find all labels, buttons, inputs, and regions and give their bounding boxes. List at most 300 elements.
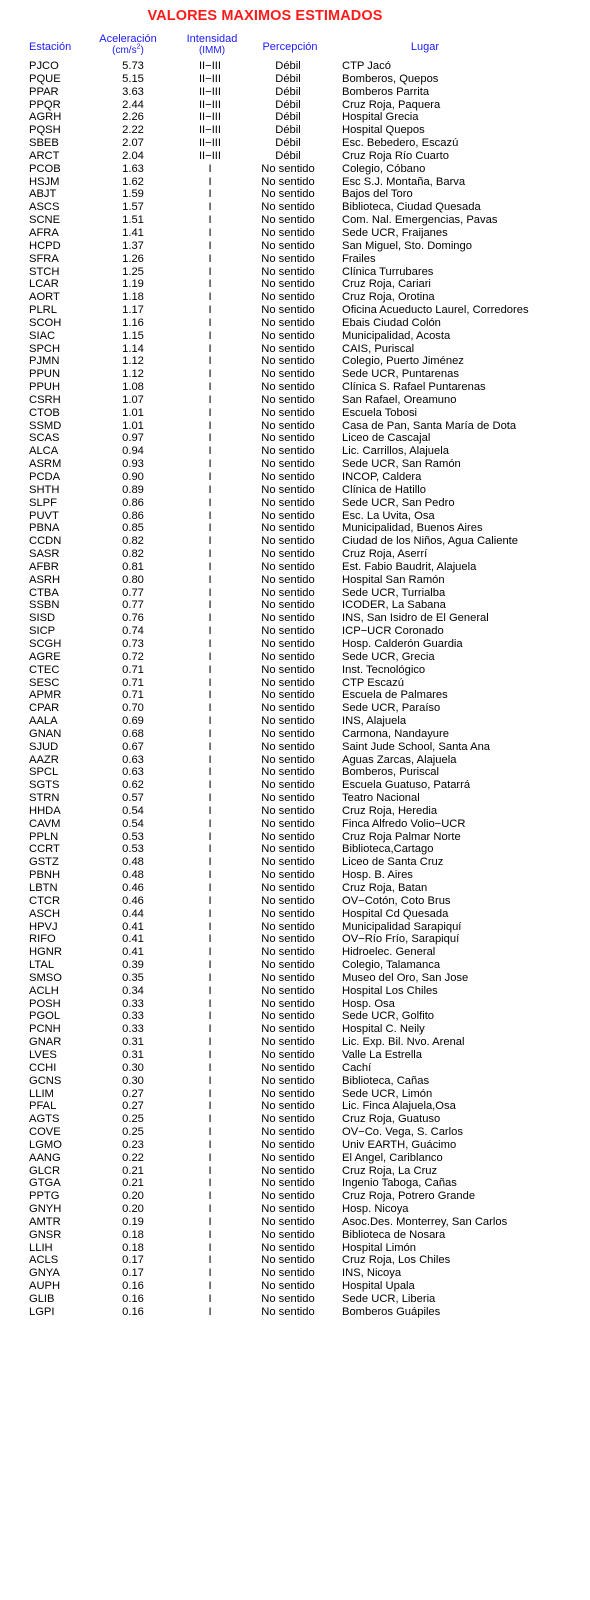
place-name: Asoc.Des. Monterrey, San Carlos <box>342 1215 508 1228</box>
station-code: SPCH <box>29 342 61 355</box>
station-code: COVE <box>29 1126 61 1139</box>
place-name: Inst. Tecnológico <box>342 663 426 676</box>
intensity-value: I <box>208 1061 212 1074</box>
acceleration-value: 0.62 <box>122 779 144 792</box>
intensity-value: I <box>208 1267 212 1280</box>
acceleration-value: 1.19 <box>122 278 144 291</box>
table-row <box>0 1036 590 1049</box>
table-row <box>0 574 590 587</box>
intensity-value: I <box>208 278 212 291</box>
perception-value: Débil <box>275 111 301 124</box>
intensity-value: I <box>208 715 212 728</box>
station-code: GNSR <box>29 1228 62 1241</box>
station-code: CTOB <box>29 406 60 419</box>
station-code: PPAR <box>29 85 59 98</box>
table-row <box>0 651 590 664</box>
place-name: OV−Cotón, Coto Brus <box>342 894 451 907</box>
acceleration-value: 1.15 <box>122 329 144 342</box>
acceleration-value: 1.57 <box>122 201 144 214</box>
place-name: Sede UCR, Turrialba <box>342 586 446 599</box>
header-intensity-unit: (IMM) <box>198 45 226 56</box>
acceleration-value: 0.86 <box>122 509 144 522</box>
acceleration-value: 1.25 <box>122 265 144 278</box>
intensity-value: I <box>208 162 212 175</box>
place-name: Lic. Exp. Bil. Nvo. Arenal <box>342 1036 465 1049</box>
place-name: Hospital Quepos <box>342 124 425 137</box>
station-code: PLRL <box>29 304 57 317</box>
acceleration-value: 0.77 <box>122 586 144 599</box>
header-intensity <box>180 34 244 56</box>
perception-value: No sentido <box>261 804 315 817</box>
station-code: PCOB <box>29 162 61 175</box>
table-row <box>0 587 590 600</box>
place-name: Hospital Los Chiles <box>342 984 438 997</box>
perception-value: No sentido <box>261 1023 315 1036</box>
table-row <box>0 702 590 715</box>
place-name: INS, Alajuela <box>342 715 407 728</box>
intensity-value: I <box>208 689 212 702</box>
acceleration-value: 1.17 <box>122 304 144 317</box>
station-code: LCAR <box>29 278 59 291</box>
table-row <box>0 73 590 86</box>
place-name: Sede UCR, Golfito <box>342 1010 435 1023</box>
place-name: ICP−UCR Coronado <box>342 625 444 638</box>
table-row <box>0 471 590 484</box>
table-row <box>0 728 590 741</box>
acceleration-value: 0.54 <box>122 817 144 830</box>
table-row <box>0 317 590 330</box>
table-row <box>0 985 590 998</box>
station-code: SASR <box>29 548 60 561</box>
perception-value: No sentido <box>261 997 315 1010</box>
intensity-value: I <box>208 779 212 792</box>
station-code: CCRT <box>29 843 60 856</box>
perception-value: Débil <box>275 149 301 162</box>
table-row <box>0 1190 590 1203</box>
table-row <box>0 754 590 767</box>
table-row <box>0 240 590 253</box>
place-name: Oficina Acueducto Laurel, Corredores <box>342 304 529 317</box>
station-code: ARCT <box>29 149 60 162</box>
perception-value: No sentido <box>261 959 315 972</box>
intensity-value: I <box>208 792 212 805</box>
header-acceleration-unit <box>88 45 168 56</box>
place-name: Municipalidad, Buenos Aires <box>342 522 483 535</box>
station-code: PBNA <box>29 522 60 535</box>
perception-value: No sentido <box>261 830 315 843</box>
perception-value: No sentido <box>261 1113 315 1126</box>
station-code: PQUE <box>29 72 61 85</box>
table-row <box>0 1139 590 1152</box>
station-code: GNYA <box>29 1267 60 1280</box>
perception-value: No sentido <box>261 1190 315 1203</box>
perception-value: No sentido <box>261 792 315 805</box>
table-row <box>0 1203 590 1216</box>
place-name: Liceo de Santa Cruz <box>342 856 444 869</box>
place-name: Cruz Roja Palmar Norte <box>342 830 461 843</box>
perception-value: No sentido <box>261 869 315 882</box>
station-code: CAVM <box>29 817 61 830</box>
acceleration-value: 0.41 <box>122 933 144 946</box>
intensity-value: I <box>208 1151 212 1164</box>
acceleration-value: 5.15 <box>122 72 144 85</box>
intensity-value: I <box>208 997 212 1010</box>
intensity-value: I <box>208 1305 212 1318</box>
perception-value: No sentido <box>261 740 315 753</box>
perception-value: No sentido <box>261 291 315 304</box>
perception-value: No sentido <box>261 586 315 599</box>
intensity-value: I <box>208 1010 212 1023</box>
table-row <box>0 458 590 471</box>
station-code: HSJM <box>29 175 60 188</box>
acceleration-value: 1.08 <box>122 381 144 394</box>
place-name: Hospital C. Neily <box>342 1023 425 1036</box>
table-row <box>0 677 590 690</box>
perception-value: No sentido <box>261 882 315 894</box>
station-code: HGNR <box>29 946 62 959</box>
perception-value: No sentido <box>261 650 315 663</box>
place-name: Biblioteca, Ciudad Quesada <box>342 201 481 214</box>
place-name: Hospital Grecia <box>342 111 419 124</box>
acceleration-value: 0.30 <box>122 1074 144 1087</box>
place-name: Cruz Roja, Cariari <box>342 278 431 291</box>
intensity-value: I <box>208 471 212 483</box>
perception-value: No sentido <box>261 329 315 342</box>
place-name: Cruz Roja, La Cruz <box>342 1164 438 1177</box>
station-code: CTBA <box>29 586 59 599</box>
perception-value: No sentido <box>261 445 315 458</box>
intensity-value: II−III <box>198 72 222 85</box>
perception-value: No sentido <box>261 663 315 676</box>
station-code: PPTG <box>29 1190 60 1203</box>
station-code: AUPH <box>29 1280 61 1293</box>
intensity-value: II−III <box>198 137 222 150</box>
acceleration-value: 0.35 <box>122 971 144 984</box>
perception-value: No sentido <box>261 676 315 689</box>
acceleration-value: 1.59 <box>122 188 144 201</box>
intensity-value: I <box>208 586 212 599</box>
report-title: VALORES MAXIMOS ESTIMADOS <box>147 8 383 24</box>
table-row <box>0 1049 590 1062</box>
place-name: Carmona, Nandayure <box>342 727 449 740</box>
acceleration-value: 1.14 <box>122 342 144 355</box>
acceleration-value: 0.33 <box>122 997 144 1010</box>
acceleration-value: 1.01 <box>122 419 144 432</box>
perception-value: No sentido <box>261 175 315 188</box>
place-name: Sede UCR, San Pedro <box>342 496 455 509</box>
station-code: SJUD <box>29 740 59 753</box>
perception-value: Débil <box>275 60 301 72</box>
table-row <box>0 664 590 677</box>
station-code: SFRA <box>29 252 59 265</box>
intensity-value: I <box>208 393 212 406</box>
acceleration-value: 0.19 <box>122 1215 144 1228</box>
table-row <box>0 689 590 702</box>
table-row <box>0 715 590 728</box>
table-row <box>0 368 590 381</box>
place-name: OV−Río Frío, Sarapiquí <box>342 933 460 946</box>
intensity-value: I <box>208 316 212 329</box>
station-code: SIAC <box>29 329 56 342</box>
table-row <box>0 869 590 882</box>
table-row <box>0 445 590 458</box>
place-name: INS, San Isidro de El General <box>342 612 489 625</box>
table-row <box>0 561 590 574</box>
intensity-value: I <box>208 1293 212 1305</box>
table-row <box>0 843 590 856</box>
intensity-value: I <box>208 612 212 625</box>
station-code: LLIH <box>29 1241 53 1254</box>
place-name: Hosp. B. Aires <box>342 869 413 882</box>
perception-value: No sentido <box>261 560 315 573</box>
perception-value: Débil <box>275 85 301 98</box>
acceleration-value: 0.16 <box>122 1293 144 1305</box>
place-name: San Miguel, Sto. Domingo <box>342 239 472 252</box>
table-row <box>0 908 590 921</box>
station-code: CTEC <box>29 663 60 676</box>
perception-value: No sentido <box>261 278 315 291</box>
acceleration-value: 1.01 <box>122 406 144 419</box>
intensity-value: I <box>208 971 212 984</box>
intensity-value: I <box>208 355 212 368</box>
place-name: Biblioteca de Nosara <box>342 1228 446 1241</box>
station-code: CTCR <box>29 894 61 907</box>
intensity-value: I <box>208 894 212 907</box>
table-row <box>0 612 590 625</box>
acceleration-value: 0.48 <box>122 869 144 882</box>
acceleration-value: 0.39 <box>122 959 144 972</box>
place-name: Cachí <box>342 1061 372 1074</box>
perception-value: No sentido <box>261 509 315 522</box>
table-row <box>0 497 590 510</box>
place-name: Biblioteca, Cañas <box>342 1074 430 1087</box>
place-name: Escuela Tobosi <box>342 406 418 419</box>
intensity-value: I <box>208 1036 212 1049</box>
intensity-value: I <box>208 509 212 522</box>
station-code: AGTS <box>29 1113 60 1126</box>
place-name: Hosp. Nicoya <box>342 1203 409 1216</box>
table-row <box>0 522 590 535</box>
place-name: Ciudad de los Niños, Agua Caliente <box>342 535 519 548</box>
place-name: San Rafael, Oreamuno <box>342 393 457 406</box>
table-row <box>0 214 590 227</box>
perception-value: No sentido <box>261 766 315 779</box>
place-name: Est. Fabio Baudrit, Alajuela <box>342 560 477 573</box>
place-name: Frailes <box>342 252 376 265</box>
intensity-value: I <box>208 342 212 355</box>
perception-value: No sentido <box>261 535 315 548</box>
perception-value: No sentido <box>261 612 315 625</box>
perception-value: No sentido <box>261 1061 315 1074</box>
table-row <box>0 291 590 304</box>
perception-value: No sentido <box>261 933 315 946</box>
stations-table <box>0 60 590 1325</box>
intensity-value: I <box>208 753 212 766</box>
perception-value: No sentido <box>261 239 315 252</box>
station-code: GNYH <box>29 1203 62 1216</box>
intensity-value: I <box>208 817 212 830</box>
table-row <box>0 1216 590 1229</box>
acceleration-value: 0.41 <box>122 920 144 933</box>
station-code: PPUN <box>29 368 61 381</box>
acceleration-value: 0.86 <box>122 496 144 509</box>
perception-value: No sentido <box>261 689 315 702</box>
perception-value: No sentido <box>261 188 315 201</box>
place-name: Clínica Turrubares <box>342 265 434 278</box>
perception-value: No sentido <box>261 265 315 278</box>
header-perception: Percepción <box>262 41 318 53</box>
place-name: Valle La Estrella <box>342 1048 423 1061</box>
acceleration-value: 0.85 <box>122 522 144 535</box>
place-name: Sede UCR, Grecia <box>342 650 435 663</box>
place-name: Cruz Roja, Potrero Grande <box>342 1190 476 1203</box>
perception-value: No sentido <box>261 1164 315 1177</box>
station-code: GCNS <box>29 1074 62 1087</box>
perception-value: Débil <box>275 124 301 137</box>
station-code: PBNH <box>29 869 61 882</box>
station-code: GSTZ <box>29 856 59 869</box>
perception-value: No sentido <box>261 753 315 766</box>
perception-value: No sentido <box>261 1177 315 1190</box>
acceleration-value: 0.18 <box>122 1228 144 1241</box>
station-code: SPCL <box>29 766 59 779</box>
place-name: Escuela de Palmares <box>342 689 448 702</box>
perception-value: Débil <box>275 72 301 85</box>
station-code: CCDN <box>29 535 62 548</box>
station-code: ACLH <box>29 984 59 997</box>
table-row <box>0 176 590 189</box>
station-code: SCAS <box>29 432 60 445</box>
station-code: LVES <box>29 1048 57 1061</box>
perception-value: No sentido <box>261 1215 315 1228</box>
acceleration-value: 0.54 <box>122 804 144 817</box>
place-name: Hospital San Ramón <box>342 573 445 586</box>
table-row <box>0 304 590 317</box>
place-name: Univ EARTH, Guácimo <box>342 1138 457 1151</box>
place-name: Bomberos Parrita <box>342 85 430 98</box>
place-name: Clínica S. Rafael Puntarenas <box>342 381 486 394</box>
station-code: SLPF <box>29 496 57 509</box>
intensity-value: I <box>208 329 212 342</box>
perception-value: No sentido <box>261 496 315 509</box>
table-row <box>0 278 590 291</box>
header-intensity-label: Intensidad <box>186 33 238 45</box>
acceleration-value: 2.22 <box>122 124 144 137</box>
station-code: PPUH <box>29 381 61 394</box>
station-code: AMTR <box>29 1215 61 1228</box>
acceleration-value: 1.41 <box>122 226 144 239</box>
intensity-value: I <box>208 368 212 381</box>
intensity-value: II−III <box>198 124 222 137</box>
place-name: Bajos del Toro <box>342 188 413 201</box>
perception-value: No sentido <box>261 1138 315 1151</box>
place-name: Com. Nal. Emergencias, Pavas <box>342 214 498 227</box>
perception-value: No sentido <box>261 1151 315 1164</box>
station-code: AGRE <box>29 650 61 663</box>
station-code: PJMN <box>29 355 60 368</box>
acceleration-value: 1.12 <box>122 368 144 381</box>
acceleration-value: 0.53 <box>122 830 144 843</box>
place-name: Bomberos, Quepos <box>342 72 439 85</box>
acceleration-value: 0.68 <box>122 727 144 740</box>
intensity-value: I <box>208 882 212 894</box>
station-code: LTAL <box>29 959 55 972</box>
intensity-value: I <box>208 1280 212 1293</box>
intensity-value: I <box>208 843 212 856</box>
intensity-value: I <box>208 573 212 586</box>
place-name: Casa de Pan, Santa María de Dota <box>342 419 517 432</box>
table-row <box>0 1126 590 1139</box>
perception-value: No sentido <box>261 984 315 997</box>
intensity-value: I <box>208 226 212 239</box>
table-row <box>0 99 590 112</box>
header-acceleration-label: Aceleración <box>99 33 157 45</box>
perception-value: No sentido <box>261 548 315 561</box>
place-name: Cruz Roja Río Cuarto <box>342 149 449 162</box>
table-row <box>0 625 590 638</box>
table-row <box>0 792 590 805</box>
place-name: Hosp. Osa <box>342 997 395 1010</box>
intensity-value: I <box>208 766 212 779</box>
station-code: SGTS <box>29 779 60 792</box>
table-row <box>0 1088 590 1101</box>
station-code: HCPD <box>29 239 61 252</box>
intensity-value: I <box>208 304 212 317</box>
intensity-value: I <box>208 625 212 638</box>
table-row <box>0 1023 590 1036</box>
intensity-value: I <box>208 252 212 265</box>
perception-value: No sentido <box>261 843 315 856</box>
table-row <box>0 124 590 137</box>
perception-value: No sentido <box>261 715 315 728</box>
table-row <box>0 1075 590 1088</box>
place-name: Colegio, Cóbano <box>342 162 426 175</box>
acceleration-value: 0.71 <box>122 676 144 689</box>
intensity-value: I <box>208 1215 212 1228</box>
station-code: PCDA <box>29 471 61 483</box>
acceleration-value: 0.30 <box>122 1061 144 1074</box>
table-row <box>0 805 590 818</box>
table-row <box>0 1010 590 1023</box>
station-code: SMSO <box>29 971 62 984</box>
intensity-value: I <box>208 1126 212 1139</box>
station-code: CCHI <box>29 1061 57 1074</box>
acceleration-value: 0.27 <box>122 1087 144 1100</box>
perception-value: No sentido <box>261 625 315 638</box>
intensity-value: II−III <box>198 85 222 98</box>
acceleration-value: 0.73 <box>122 637 144 650</box>
acceleration-value: 0.70 <box>122 702 144 715</box>
table-row <box>0 137 590 150</box>
place-name: Sede UCR, Puntarenas <box>342 368 459 381</box>
place-name: Escuela Guatuso, Patarrá <box>342 779 471 792</box>
place-name: Hospital Cd Quesada <box>342 907 449 920</box>
intensity-value: II−III <box>198 111 222 124</box>
intensity-value: I <box>208 239 212 252</box>
place-name: Cruz Roja, Paquera <box>342 98 441 111</box>
perception-value: No sentido <box>261 1228 315 1241</box>
table-row <box>0 266 590 279</box>
acceleration-value: 0.34 <box>122 984 144 997</box>
place-name: Colegio, Puerto Jiménez <box>342 355 464 368</box>
table-row <box>0 343 590 356</box>
perception-value: No sentido <box>261 1293 315 1305</box>
intensity-value: I <box>208 702 212 715</box>
table-row <box>0 548 590 561</box>
table-row <box>0 1267 590 1280</box>
place-name: OV−Co. Vega, S. Carlos <box>342 1126 463 1139</box>
station-code: LBTN <box>29 882 58 894</box>
